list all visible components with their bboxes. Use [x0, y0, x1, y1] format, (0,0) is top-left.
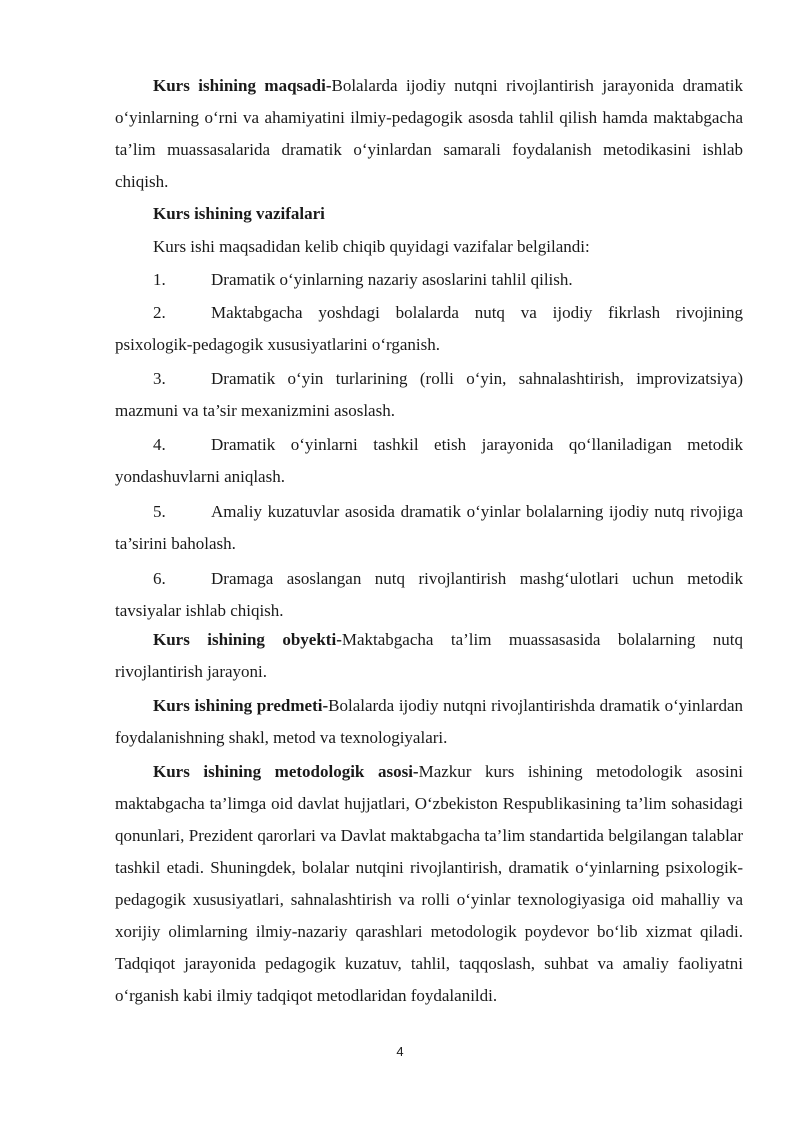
- task-number: 6.: [153, 569, 166, 588]
- task-number: 5.: [153, 502, 166, 521]
- object-text: Maktabgacha ta’lim muassasasida bolalarning nutq rivojlantirish jarayoni.: [115, 630, 743, 681]
- task-item-5: [115, 496, 743, 560]
- methodology-text: Mazkur kurs ishining metodologik asosini maktabgacha ta’limga oid davlat hujjatlari, O‘zbekiston Respublikasining ta’lim sohasidagi qonunlari, Prezident qarorlari va Davlat maktabgacha ta’lim standartida belgilangan talablar tashkil etadi. Shuningdek, bolalar nutqini rivojlantirish, dramatik o‘yinlarning psixologik-pedagogik xususiyatlari, sahnalashtirish va rolli o‘yinlar texnologiyasiga oid mahalliy va xorijiy olimlarning ilmiy-nazariy qarashlari metodologik poydevor bo‘lib xizmat qiladi. Tadqiqot jarayonida pedagogik kuzatuv, tahlil, taqqoslash, suhbat va amaliy faoliyatni o‘rganish kabi ilmiy tadqiqot metodlaridan foydalanildi.: [115, 762, 743, 1005]
- object-heading: Kurs ishining obyekti-: [153, 630, 342, 649]
- task-item-4: [115, 429, 743, 493]
- tasks-heading: Kurs ishining vazifalari: [153, 204, 325, 223]
- goal-text: Bolalarda ijodiy nutqni rivojlantirish jarayonida dramatik o‘yinlarning o‘rni va ahamiyatini ilmiy-pedagogik asosda tahlil qilish hamda maktabgacha ta’lim muassasalarida dramatik o‘yinlardan samarali foydalanish metodikasini ishlab chiqish.: [115, 76, 744, 191]
- goal-heading: Kurs ishining maqsadi-: [153, 76, 332, 95]
- subject-text: Bolalarda ijodiy nutqni rivojlantirishda dramatik o‘yinlardan foydalanishning shakl, metod va texnologiyalari.: [115, 696, 743, 747]
- page-number: 4: [396, 1044, 404, 1059]
- methodology-paragraph: [115, 756, 743, 1012]
- task-text: Dramaga asoslangan nutq rivojlantirish mashg‘ulotlari uchun metodik tavsiyalar ishlab chiqish.: [115, 569, 743, 620]
- task-text: Dramatik o‘yinlarni tashkil etish jarayonida qo‘llaniladigan metodik yondashuvlarni aniqlash.: [115, 435, 743, 486]
- object-paragraph: [115, 624, 743, 688]
- task-number: 2.: [153, 303, 166, 322]
- task-text: Maktabgacha yoshdagi bolalarda nutq va ijodiy fikrlash rivojining psixologik-pedagogik xususiyatlarini o‘rganish.: [115, 303, 743, 354]
- subject-heading: Kurs ishining predmeti-: [153, 696, 329, 715]
- task-number: 4.: [153, 435, 166, 454]
- task-text: Amaliy kuzatuvlar asosida dramatik o‘yinlar bolalarning ijodiy nutq rivojiga ta’sirini baholash.: [115, 502, 743, 553]
- methodology-heading: Kurs ishining metodologik asosi-: [153, 762, 419, 781]
- task-number: 3.: [153, 369, 166, 388]
- goal-paragraph: [115, 70, 743, 198]
- subject-paragraph: [115, 690, 743, 754]
- task-item-3: [115, 363, 743, 427]
- task-item-1: [115, 264, 743, 296]
- tasks-intro: Kurs ishi maqsadidan kelib chiqib quyidagi vazifalar belgilandi:: [153, 237, 590, 256]
- task-number: 1.: [153, 270, 166, 289]
- task-item-2: [115, 297, 743, 361]
- task-item-6: [115, 563, 743, 627]
- task-text: Dramatik o‘yinlarning nazariy asoslarini tahlil qilish.: [211, 270, 573, 289]
- task-text: Dramatik o‘yin turlarining (rolli o‘yin, sahnalashtirish, improvizatsiya) mazmuni va ta’sir mexanizmini asoslash.: [115, 369, 743, 420]
